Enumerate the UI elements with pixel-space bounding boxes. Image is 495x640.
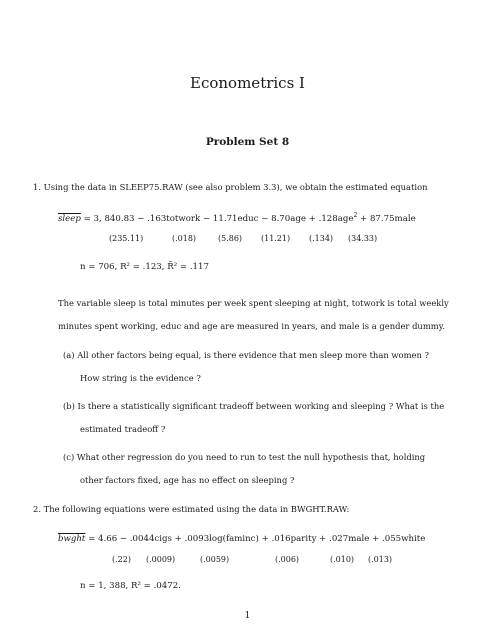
question-1a-line-1: (a) All other factors being equal, is there evidence that men sleep more than women ? xyxy=(63,350,430,360)
question-2-intro: 2. The following equations were estimated using the data in BWGHT.RAW: xyxy=(33,504,350,514)
question-1a-line-2: How string is the evidence ? xyxy=(80,373,201,383)
se-value: (.134) xyxy=(309,234,334,243)
question-1-intro: 1. Using the data in SLEEP75.RAW (see also problem 3.3), we obtain the estimated equation xyxy=(33,182,428,192)
question-2-statistics: n = 1, 388, R² = .0472. xyxy=(80,581,181,591)
question-2-standard-errors xyxy=(0,555,495,567)
se-value: (11.21) xyxy=(261,234,291,243)
question-2-equation xyxy=(58,534,425,544)
equation-1-lhs: sleep xyxy=(58,213,81,224)
question-1-description-line-2: minutes spent working, educ and age are measured in years, and male is a gender dummy. xyxy=(58,321,445,331)
equation-2-rhs: = 4.66 − .0044cigs + .0093log(faminc) + .016parity + .027male + .055white xyxy=(85,534,426,544)
page-number: 1 xyxy=(244,611,251,621)
question-1-statistics: n = 706, R² = .123, R̄² = .117 xyxy=(80,262,209,272)
question-1c-line-1: (c) What other regression do you need to run to test the null hypothesis that, holding xyxy=(63,452,426,462)
se-value: (.013) xyxy=(368,555,393,564)
question-1-equation xyxy=(58,212,416,224)
question-1-standard-errors xyxy=(0,234,495,246)
se-value: (.0059) xyxy=(200,555,230,564)
document-title: Econometrics I xyxy=(190,74,305,92)
se-value: (.0009) xyxy=(146,555,176,564)
question-1-description-line-1: The variable sleep is total minutes per week spent sleeping at night, totwork is total weekly xyxy=(58,298,449,308)
problem-set-heading: Problem Set 8 xyxy=(205,136,290,148)
question-1b-line-1: (b) Is there a statistically significant tradeoff between working and sleeping ? What is the xyxy=(63,401,445,411)
se-value: (.006) xyxy=(275,555,300,564)
se-value: (.018) xyxy=(172,234,197,243)
equation-1-tail: + 87.75male xyxy=(357,213,416,224)
se-value: (.010) xyxy=(330,555,355,564)
equation-2-lhs: bwght xyxy=(58,534,86,544)
se-value: (235.11) xyxy=(109,234,144,243)
equation-1-square: 2 xyxy=(353,212,358,219)
se-value: (.22) xyxy=(112,555,131,564)
question-1c-line-2: other factors fixed, age has no effect on sleeping ? xyxy=(80,475,295,485)
se-value: (34.33) xyxy=(348,234,378,243)
se-value: (5.86) xyxy=(218,234,243,243)
question-1b-line-2: estimated tradeoff ? xyxy=(80,424,166,434)
equation-1-rhs: = 3, 840.83 − .163totwork − 11.71educ − 8.70age + .128age xyxy=(80,213,354,224)
